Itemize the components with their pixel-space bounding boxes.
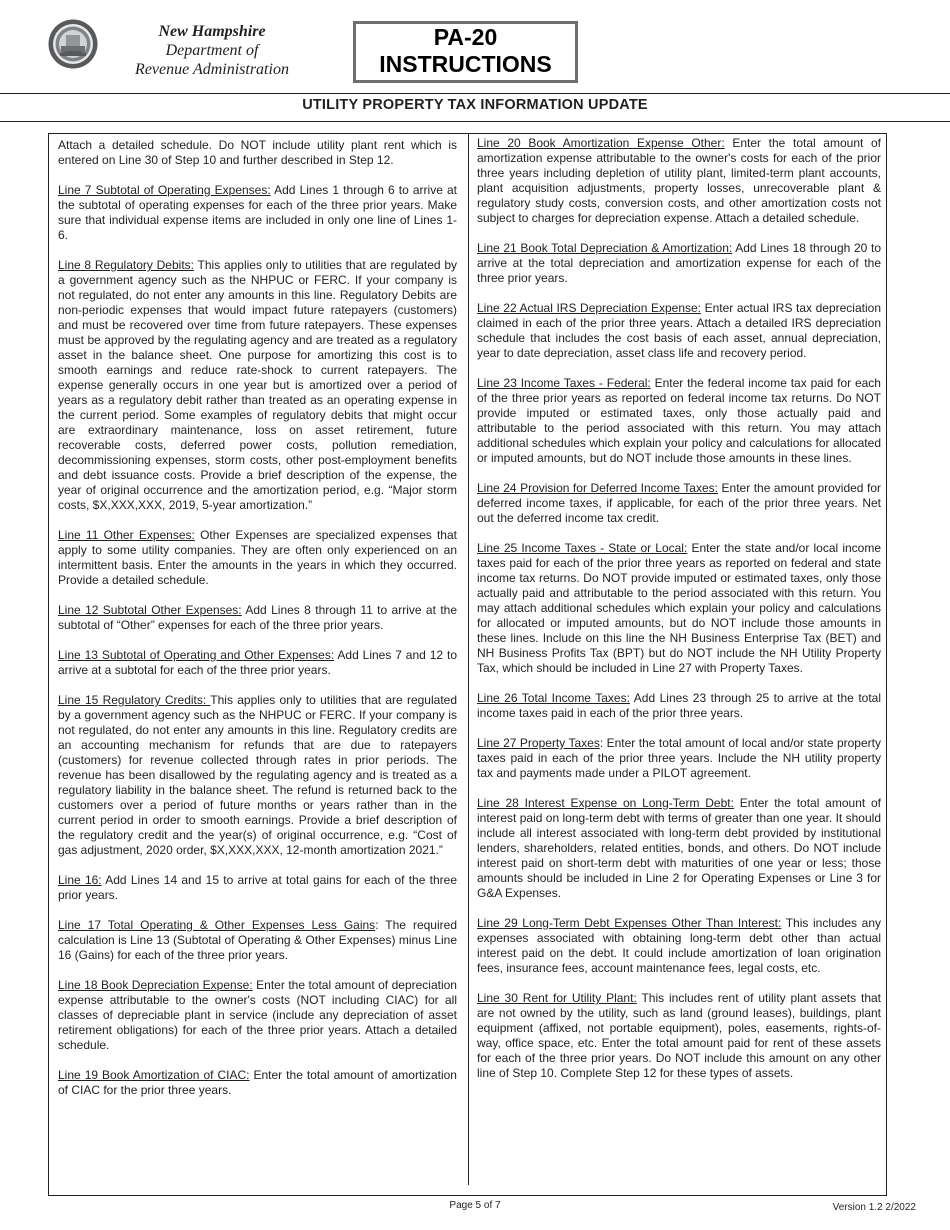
instruction-paragraph bbox=[58, 138, 457, 168]
instruction-text: Enter the total amount of interest paid on long-term debt with terms of greater than one year. It should include all interest associated with long-term debt provided by institutional lenders, shareholders, related entities, bonds, and others. Do NOT include interest paid on short-term debt with maturities of one year or less; those amounts should be included in Line 2 for Operating Expenses or Line 3 for G&A Expenses. bbox=[477, 796, 882, 900]
instruction-paragraph bbox=[58, 918, 457, 963]
instruction-heading: Line 27 Property Taxes bbox=[477, 736, 600, 750]
instruction-heading: Line 21 Book Total Depreciation & Amortization: bbox=[477, 241, 733, 255]
instruction-paragraph bbox=[58, 873, 457, 903]
instruction-heading: Line 7 Subtotal of Operating Expenses: bbox=[58, 183, 271, 197]
instruction-text: Enter the amount provided for deferred income taxes, if applicable, for each of the prior three years. Net out the deferred income tax credit. bbox=[477, 481, 882, 525]
instruction-heading: Line 29 Long-Term Debt Expenses Other Than Interest: bbox=[477, 916, 782, 930]
instruction-text: Enter the total amount of amortization expense attributable to the owner's costs for each of the prior three years including depletion of utility plant, limited-term plant accounts, plant acquisition adjustments, property losses, unrecoverable plant & regulatory study costs, conversion costs, and other amortization costs not subject to charges for depreciation expense. Attach a detailed schedule. bbox=[477, 136, 881, 225]
state-seal-icon bbox=[48, 19, 98, 69]
instruction-text: Add Lines 7 and 12 to arrive at a subtotal for each of the three prior years. bbox=[58, 648, 457, 677]
instruction-heading: Line 20 Book Amortization Expense Other: bbox=[477, 136, 725, 150]
instruction-heading: Line 8 Regulatory Debits: bbox=[58, 258, 194, 272]
instruction-heading: Line 23 Income Taxes - Federal: bbox=[477, 376, 651, 390]
instruction-paragraph bbox=[477, 691, 881, 721]
instruction-paragraph bbox=[58, 258, 457, 513]
instruction-paragraph bbox=[58, 603, 457, 633]
instruction-text: Enter the total amount of depreciation expense attributable to the owner's costs (NOT including CIAC) for all classes of depreciable plant in service (include any depreciation of asset retirement obligations) for each of the three prior years. Attach a detailed schedule. bbox=[58, 978, 457, 1052]
instruction-text: This applies only to utilities that are regulated by a government agency such as the NHPUC or FERC. If your company is not regulated, do not enter any amounts in this line. Regulatory credits are an accounting mechanism for refunds that are due to ratepayers (customers) for revenue collected through rates in prior periods. The revenue has been disallowed by the regulating agency and is treated as a regulatory liability in the balance sheet. The refund is returned back to the customers over a period of future months or years rather than in the current period in order to smooth earnings. Provide a brief description of the regulatory credit and the year(s) of original occurrence, e.g. “Cost of gas adjustment, 2020 order, $X,XXX,XXX, 12-month amortization 2021.” bbox=[58, 693, 458, 857]
agency-department: Department of bbox=[165, 42, 259, 59]
instruction-paragraph bbox=[477, 136, 881, 226]
page-title: UTILITY PROPERTY TAX INFORMATION UPDATE bbox=[302, 97, 648, 113]
instruction-paragraph bbox=[477, 541, 881, 676]
instruction-heading: Line 16: bbox=[58, 873, 102, 887]
instruction-text: Enter actual IRS tax depreciation claimed in each of the prior three years. Attach a detailed IRS depreciation schedule that includes the cost basis of each asset, annual depreciation, year to date depreciation, asset class life and recovery period. bbox=[477, 301, 881, 360]
instruction-heading: Line 12 Subtotal Other Expenses: bbox=[58, 603, 242, 617]
form-number: PA-20 bbox=[433, 24, 498, 50]
header-rule-bottom bbox=[0, 121, 950, 122]
instruction-heading: Line 22 Actual IRS Depreciation Expense: bbox=[477, 301, 702, 315]
instruction-paragraph bbox=[58, 528, 457, 588]
instruction-text: This applies only to utilities that are regulated by a government agency such as the NHPUC or FERC. If your company is not regulated, do not enter any amounts in this line. Regulatory Debits are non-periodic expenses that would impact future ratepayers (customers) and must be recovered over time from future ratepayers. These expenses must be approved by the regulating agency and are treated as a regulatory asset in the balance sheet. One purpose for amortizing this cost is to smooth earnings and reduce rate-shock to current ratepayers. The expense generally occurs in one year but is amortized over a period of years as a regulatory debit rather than treated as an operating expense in the current period. Some examples of regulatory debits that might occur are extraordinary maintenance, loss on asset retirement, future recoverable costs, deferred power costs, pollution remediation, decommissioning expenses, storm costs, other post-employment benefits and debt issuance costs. Provide a brief description of the expense, the year of original occurrence and the amortization period, e.g. “Major storm costs, $X,XXX,XXX, 2019, 5-year amortization.” bbox=[58, 258, 457, 512]
instruction-text: Add Lines 23 through 25 to arrive at the total income taxes paid in each of the prior three years. bbox=[477, 691, 882, 720]
instruction-heading: Line 11 Other Expenses: bbox=[58, 528, 195, 542]
instruction-text: : The required calculation is Line 13 (Subtotal of Operating & Other Expenses) minus Line 16 (Gains) for each of the three prior years. bbox=[58, 918, 457, 962]
version-label: Version 1.2 2/2022 bbox=[832, 1202, 916, 1213]
instruction-heading: Line 26 Total Income Taxes: bbox=[477, 691, 630, 705]
agency-state: New Hampshire bbox=[158, 23, 266, 40]
instruction-text: Enter the federal income tax paid for each of the three prior years as reported on federal income tax returns. Do NOT provide imputed or estimated taxes, only those actually paid and attributable to the period associated with this return. You may attach additional schedules which explain your policy and calculations for allocated or imputed amounts, but do NOT include those amounts in these lines. bbox=[477, 376, 881, 465]
instruction-heading: Line 28 Interest Expense on Long-Term Debt: bbox=[477, 796, 734, 810]
instruction-heading: Line 25 Income Taxes - State or Local: bbox=[477, 541, 688, 555]
instruction-text: This includes any expenses associated with obtaining long-term debt other than actual interest paid on the debt. It could include amortization of loan origination fees, insurance fees, account maintenance fees, legal costs, etc. bbox=[477, 916, 881, 975]
instruction-paragraph bbox=[58, 1068, 457, 1098]
page-number: Page 5 of 7 bbox=[449, 1200, 501, 1211]
instruction-paragraph bbox=[477, 916, 881, 976]
instruction-paragraph bbox=[477, 376, 881, 466]
column-divider bbox=[468, 133, 469, 1185]
instruction-text: This includes rent of utility plant assets that are not owned by the utility, such as land (ground leases), buildings, plant equipment (affixed, not portable equipment), poles, easements, rights-of-way, office space, etc. Enter the total amount paid for rent of these assets for each of the three prior years. Do NOT include this amount on any other line of Step 10. Complete Step 12 for these types of assets. bbox=[477, 991, 881, 1080]
instruction-text: Add Lines 1 through 6 to arrive at the subtotal of operating expenses for each of the three prior years. Make sure that individual expense items are included in only one line of Lines 1-6. bbox=[58, 183, 457, 242]
instruction-heading: Line 18 Book Depreciation Expense: bbox=[58, 978, 253, 992]
instruction-text: Attach a detailed schedule. Do NOT include utility plant rent which is entered on Line 30 of Step 10 and further described in Step 12. bbox=[58, 138, 457, 167]
left-column bbox=[58, 138, 457, 1113]
instruction-heading: Line 30 Rent for Utility Plant: bbox=[477, 991, 637, 1005]
instruction-heading: Line 17 Total Operating & Other Expenses Less Gains bbox=[58, 918, 376, 932]
instruction-paragraph bbox=[477, 796, 881, 901]
instruction-paragraph bbox=[477, 736, 881, 781]
instruction-text: Add Lines 18 through 20 to arrive at the total depreciation and amortization expense for each of the three prior years. bbox=[477, 241, 881, 285]
form-id-box bbox=[353, 21, 578, 83]
instruction-text: Add Lines 8 through 11 to arrive at the subtotal of “Other” expenses for each of the three prior years. bbox=[58, 603, 458, 632]
instruction-paragraph bbox=[58, 648, 457, 678]
instruction-heading: Line 19 Book Amortization of CIAC: bbox=[58, 1068, 250, 1082]
instruction-paragraph bbox=[58, 183, 457, 243]
instruction-paragraph bbox=[477, 991, 881, 1081]
instruction-heading: Line 24 Provision for Deferred Income Taxes: bbox=[477, 481, 718, 495]
instruction-text: Enter the total amount of amortization of CIAC for the prior three years. bbox=[58, 1068, 457, 1097]
instruction-text: Other Expenses are specialized expenses that apply to some utility companies. They are often only experienced on an intermittent basis. Enter the amounts in the years in which they occurred. Provide a detailed schedule. bbox=[58, 528, 457, 587]
instruction-text: Add Lines 14 and 15 to arrive at total gains for each of the three prior years. bbox=[58, 873, 457, 902]
agency-division: Revenue Administration bbox=[135, 61, 289, 78]
instruction-paragraph bbox=[58, 693, 457, 858]
agency-name bbox=[112, 22, 312, 79]
instruction-paragraph bbox=[477, 481, 881, 526]
instruction-paragraph bbox=[477, 241, 881, 286]
instruction-text: Enter the state and/or local income taxes paid for each of the prior three years as reported on federal and state income tax returns. Do NOT provide imputed or estimated taxes, only those actually paid and attributable to the period associated with this return. You may attach additional schedules which explain your policy and calculations for allocated or imputed amounts, but do NOT include those amounts in these lines. Include on this line the NH Business Enterprise Tax (BET) and NH Business Profits Tax (BPT) but do NOT include the NH Utility Property Tax, which should be included in Line 27 with Property Taxes. bbox=[477, 541, 882, 675]
header-rule-top bbox=[0, 93, 950, 94]
form-subtitle: INSTRUCTIONS bbox=[379, 51, 552, 77]
instruction-heading: Line 13 Subtotal of Operating and Other Expenses: bbox=[58, 648, 335, 662]
right-column bbox=[477, 136, 881, 1096]
instruction-text: : Enter the total amount of local and/or state property taxes paid in each of the prior three years. Include the NH utility property tax and payments made under a PILOT agreement. bbox=[477, 736, 881, 780]
instruction-paragraph bbox=[477, 301, 881, 361]
instruction-heading: Line 15 Regulatory Credits: bbox=[58, 693, 211, 707]
instruction-paragraph bbox=[58, 978, 457, 1053]
